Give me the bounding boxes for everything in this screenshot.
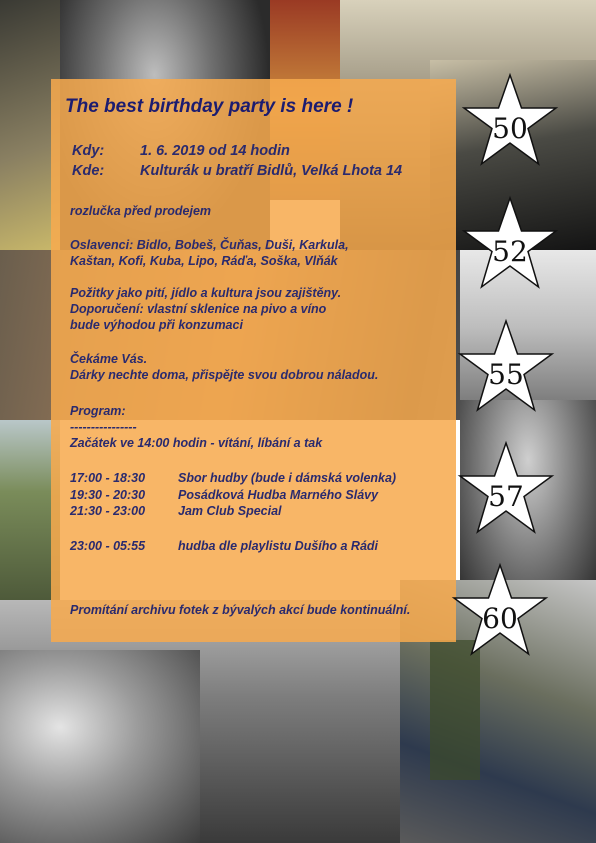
program-act: Posádková Hudba Marného Slávy	[178, 488, 379, 502]
program-divider: ----------------	[70, 420, 137, 434]
info-line-3: bude výhodou při konzumaci	[70, 318, 243, 332]
farewell-note: rozlučka před prodejem	[70, 204, 212, 218]
page-title: The best birthday party is here !	[65, 96, 354, 117]
when-label: Kdy:	[72, 143, 105, 159]
info-line-2: Doporučení: vlastní sklenice na pivo a víno	[70, 302, 327, 316]
star-badge	[456, 318, 556, 418]
program-time: 23:00 - 05:55	[70, 539, 146, 553]
star-number: 60	[482, 601, 518, 635]
star-number: 55	[488, 357, 524, 391]
star-badge	[456, 440, 556, 540]
archive-note: Promítání archivu fotek z bývalých akcí bude kontinuální.	[70, 603, 411, 617]
program-time: 17:00 - 18:30	[70, 471, 146, 485]
when-value: 1. 6. 2019 od 14 hodin	[140, 143, 290, 159]
star-number: 50	[492, 111, 528, 145]
welcome-line-1: Čekáme Vás.	[70, 352, 148, 366]
star-badge	[450, 562, 550, 662]
program-act: Jam Club Special	[178, 504, 282, 518]
where-value: Kulturák u bratří Bidlů, Velká Lhota 14	[140, 163, 403, 179]
program-start: Začátek ve 14:00 hodin - vítání, líbání a tak	[70, 436, 323, 450]
program-act: Sbor hudby (bude i dámská volenka)	[178, 471, 397, 485]
program-heading: Program:	[70, 404, 126, 418]
program-time: 21:30 - 23:00	[70, 504, 146, 518]
star-badge	[460, 195, 560, 295]
info-line-1: Požitky jako pití, jídlo a kultura jsou zajištěny.	[70, 286, 342, 300]
welcome-line-2: Dárky nechte doma, přispějte svou dobrou náladou.	[70, 368, 379, 382]
celebrants-line-1: Oslavenci: Bidlo, Bobeš, Čuňas, Duši, Karkula,	[70, 238, 349, 252]
program-act: hudba dle playlistu Dušího a Rádi	[178, 539, 379, 553]
where-label: Kde:	[72, 163, 105, 179]
star-number: 52	[492, 234, 528, 268]
celebrants-line-2: Kaštan, Kofi, Kuba, Lipo, Ráďa, Soška, Vlňák	[70, 254, 338, 268]
program-time: 19:30 - 20:30	[70, 488, 146, 502]
star-number: 57	[488, 479, 524, 513]
star-badge	[460, 72, 560, 172]
